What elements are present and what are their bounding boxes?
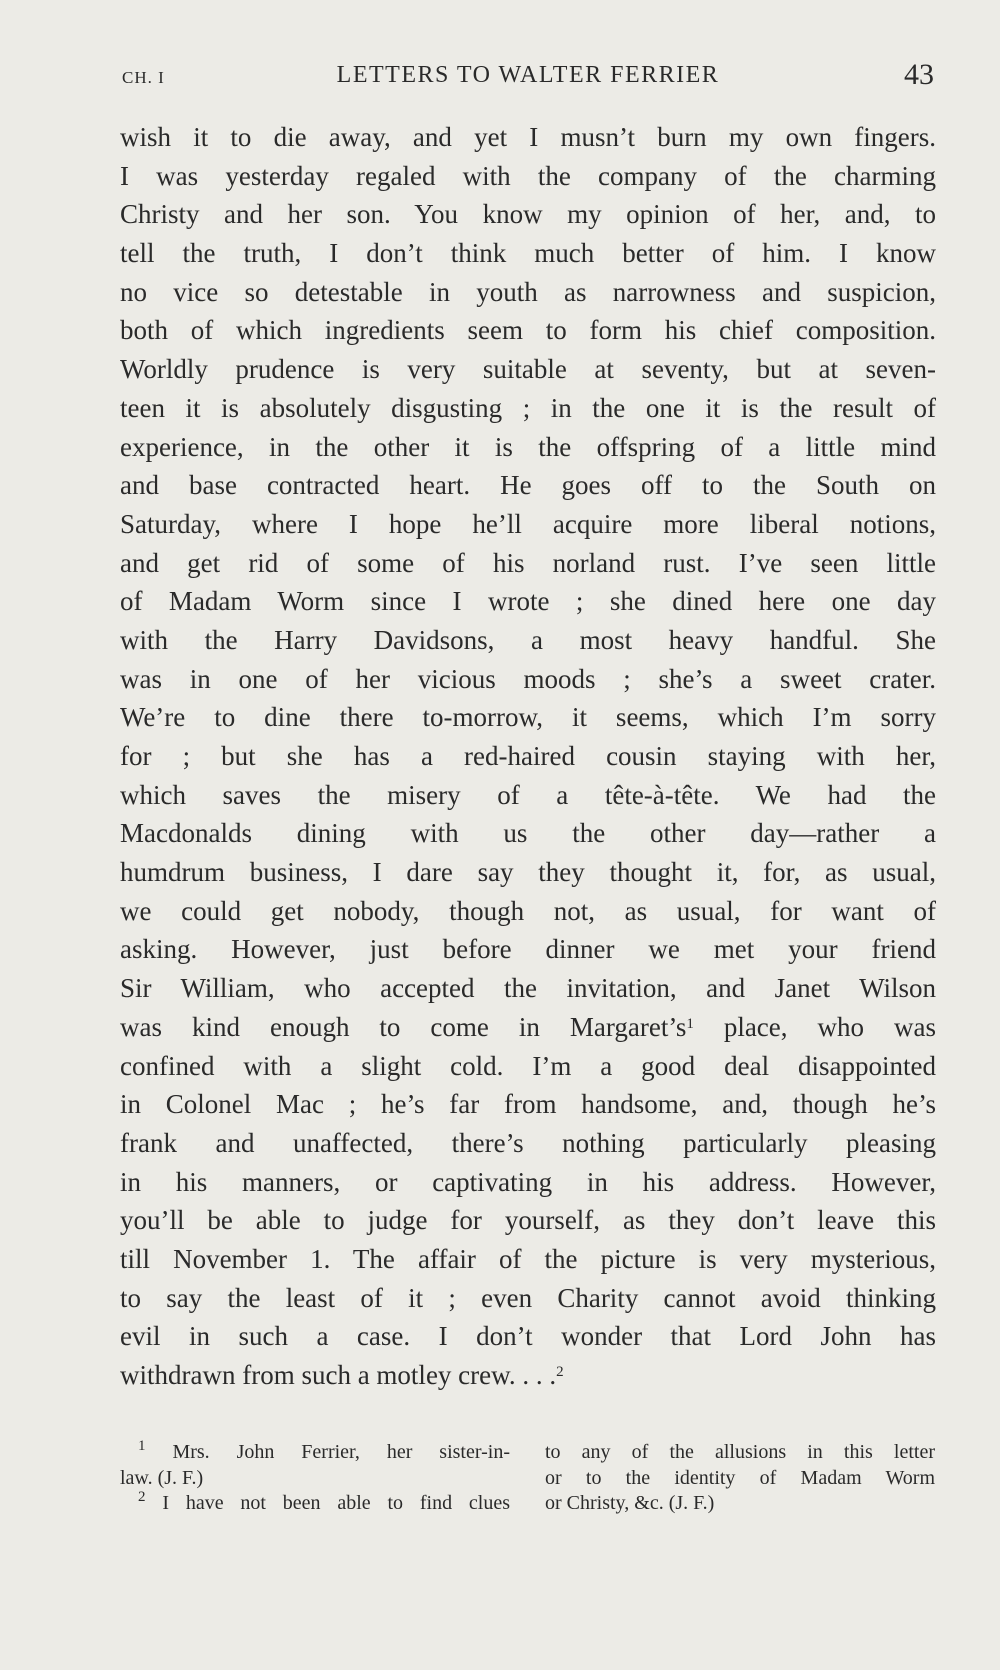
footnote-2-line-1: [120, 1488, 510, 1517]
text-line-27: frank and unaffected, there’s nothing particularly pleasing: [120, 1127, 936, 1158]
footnote-1-text-a: Mrs. John Ferrier, her sister-in-: [172, 1441, 511, 1463]
text-line-21: we could get nobody, though not, as usual, for want of: [120, 895, 936, 926]
text-line-33: [120, 1356, 936, 1395]
text-line-1: wish it to die away, and yet I musn’t burn my own fingers.: [120, 122, 936, 152]
text-line-4: tell the truth, I don’t think much better of him. I know: [120, 238, 936, 269]
footnote-1-line-1: [120, 1437, 511, 1466]
text-line-18: which saves the misery of a tête-à-tête. We had the: [120, 779, 936, 810]
footnote-ref-2: 2: [556, 1363, 564, 1380]
running-title: LETTERS TO WALTER FERRIER: [336, 62, 720, 88]
text-line-30: till November 1. The affair of the picture is very mysterious,: [120, 1243, 936, 1274]
text-line-31: to say the least of it ; even Charity cannot avoid thinking: [120, 1282, 936, 1313]
footnote-1-marker: 1: [138, 1437, 146, 1454]
running-header: [122, 58, 934, 98]
footnote-2-marker: 2: [138, 1488, 146, 1505]
text-line-3: Christy and her son. You know my opinion of her, and, to: [120, 199, 936, 230]
letter-body: [120, 118, 936, 1395]
text-line-17: for ; but she has a red-haired cousin staying with her,: [120, 741, 936, 771]
text-line-5: no vice so detestable in youth as narrowness and suspicion,: [120, 276, 936, 307]
footnotes: [120, 1437, 936, 1520]
text-line-23: Sir William, who accepted the invitation, and Janet Wilson: [120, 973, 936, 1004]
text-line-32: evil in such a case. I don’t wonder that Lord John has: [120, 1321, 936, 1352]
footnote-2-text-a: I have not been able to find clues: [162, 1492, 510, 1514]
text-line-11: Saturday, where I hope he’ll acquire more liberal notions,: [120, 508, 936, 539]
text-line-22: asking. However, just before dinner we met your friend: [120, 934, 936, 965]
text-line-7: Worldly prudence is very suitable at seventy, but at seven-: [120, 354, 936, 385]
text-line-12: and get rid of some of his norland rust. I’ve seen little: [120, 547, 936, 578]
footnote-2-line-3: or to the identity of Madam Worm: [545, 1466, 935, 1489]
text-line-8: teen it is absolutely disgusting ; in the one it is the result of: [120, 392, 936, 423]
footnote-2-line-4: or Christy, &c. (J. F.): [545, 1492, 715, 1514]
text-line-20: humdrum business, I dare say they thought it, for, as usual,: [120, 857, 936, 888]
text-line-33-text: withdrawn from such a motley crew. . . .: [120, 1360, 557, 1390]
text-line-24-end: place, who was: [693, 1011, 936, 1042]
text-line-6: both of which ingredients seem to form his chief composition.: [120, 315, 936, 346]
text-line-24: [120, 1008, 936, 1047]
text-line-16: We’re to dine there to-morrow, it seems, which I’m sorry: [120, 702, 936, 733]
text-line-10: and base contracted heart. He goes off to the South on: [120, 470, 936, 501]
text-line-24-start: was kind enough to come in Margaret’s: [120, 1011, 687, 1042]
footnote-column-right: [545, 1440, 935, 1517]
text-line-25: confined with a slight cold. I’m a good deal disappointed: [120, 1050, 936, 1081]
text-line-19: Macdonalds dining with us the other day—rather a: [120, 818, 936, 849]
footnote-ref-1: 1: [686, 1015, 694, 1032]
footnote-column-left: [120, 1437, 511, 1517]
text-line-2: I was yesterday regaled with the company of the charming: [120, 160, 936, 191]
text-line-26: in Colonel Mac ; he’s far from handsome, and, though he’s: [120, 1089, 936, 1120]
text-line-14: with the Harry Davidsons, a most heavy handful. She: [120, 624, 936, 655]
text-line-9: experience, in the other it is the offspring of a little mind: [120, 431, 936, 462]
footnote-1-line-2: law. (J. F.): [120, 1466, 204, 1489]
text-line-15: was in one of her vicious moods ; she’s a sweet crater.: [120, 663, 936, 694]
chapter-label: CH. I: [122, 68, 165, 87]
text-line-13: of Madam Worm since I wrote ; she dined here one day: [120, 586, 936, 617]
text-line-29: you’ll be able to judge for yourself, as they don’t leave this: [120, 1205, 936, 1236]
text-line-28: in his manners, or captivating in his address. However,: [120, 1166, 936, 1197]
footnote-2-line-2: to any of the allusions in this letter: [545, 1441, 935, 1463]
page-number: 43: [904, 58, 934, 91]
